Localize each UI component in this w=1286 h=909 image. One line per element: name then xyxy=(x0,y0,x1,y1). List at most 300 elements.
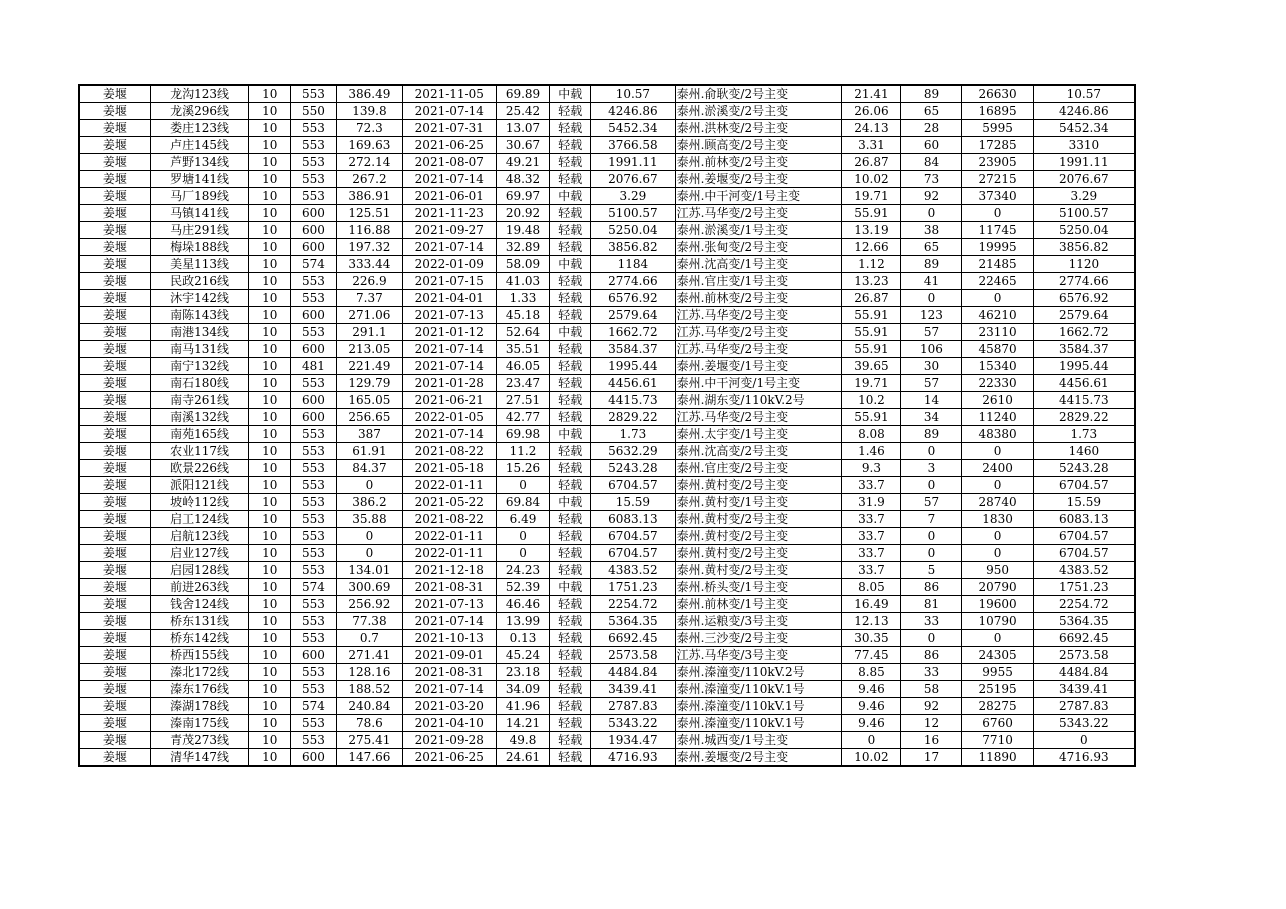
cell-user-count: 86 xyxy=(901,579,962,596)
cell-max-load: 221.49 xyxy=(336,358,402,375)
cell-installed-capacity: 25195 xyxy=(962,681,1033,698)
cell-capacity: 553 xyxy=(291,562,337,579)
cell-region: 姜堰 xyxy=(79,664,150,681)
cell-substation-transformer: 泰州.溱潼变/110kV.2号 xyxy=(675,664,842,681)
cell-voltage: 10 xyxy=(249,409,291,426)
cell-substation-transformer: 泰州.运粮变/3号主变 xyxy=(675,613,842,630)
cell-date: 2022-01-09 xyxy=(402,256,496,273)
cell-region: 姜堰 xyxy=(79,85,150,103)
cell-capacity: 553 xyxy=(291,426,337,443)
table-row xyxy=(79,409,1135,426)
cell-load-level: 轻载 xyxy=(550,732,591,749)
cell-date: 2021-07-13 xyxy=(402,596,496,613)
cell-line-name: 清华147线 xyxy=(150,749,249,767)
cell-substation-transformer: 泰州.洪林变/2号主变 xyxy=(675,120,842,137)
cell-substation-transformer: 泰州.张甸变/2号主变 xyxy=(675,239,842,256)
cell-user-count: 0 xyxy=(901,205,962,222)
cell-capacity: 553 xyxy=(291,528,337,545)
table-row xyxy=(79,239,1135,256)
cell-date: 2021-03-20 xyxy=(402,698,496,715)
cell-remaining-capacity: 4415.73 xyxy=(1033,392,1135,409)
cell-region: 姜堰 xyxy=(79,324,150,341)
cell-substation-transformer: 泰州.俞耿变/2号主变 xyxy=(675,85,842,103)
cell-available-capacity: 3584.37 xyxy=(591,341,675,358)
cell-date: 2021-05-22 xyxy=(402,494,496,511)
cell-transformer-load-rate: 24.13 xyxy=(842,120,901,137)
cell-region: 姜堰 xyxy=(79,120,150,137)
cell-voltage: 10 xyxy=(249,307,291,324)
cell-remaining-capacity: 2787.83 xyxy=(1033,698,1135,715)
cell-installed-capacity: 0 xyxy=(962,290,1033,307)
cell-date: 2021-07-14 xyxy=(402,681,496,698)
cell-substation-transformer: 泰州.顾高变/2号主变 xyxy=(675,137,842,154)
cell-max-load: 0 xyxy=(336,477,402,494)
cell-voltage: 10 xyxy=(249,511,291,528)
cell-remaining-capacity: 6704.57 xyxy=(1033,477,1135,494)
cell-installed-capacity: 11890 xyxy=(962,749,1033,767)
cell-available-capacity: 5343.22 xyxy=(591,715,675,732)
cell-max-load: 386.49 xyxy=(336,85,402,103)
cell-available-capacity: 1.73 xyxy=(591,426,675,443)
cell-max-load: 84.37 xyxy=(336,460,402,477)
cell-line-name: 龙溪296线 xyxy=(150,103,249,120)
cell-load-level: 中载 xyxy=(550,324,591,341)
cell-capacity: 574 xyxy=(291,579,337,596)
cell-available-capacity: 6576.92 xyxy=(591,290,675,307)
cell-line-name: 桥东131线 xyxy=(150,613,249,630)
cell-region: 姜堰 xyxy=(79,171,150,188)
cell-max-load: 275.41 xyxy=(336,732,402,749)
cell-user-count: 89 xyxy=(901,85,962,103)
cell-installed-capacity: 22330 xyxy=(962,375,1033,392)
cell-remaining-capacity: 6576.92 xyxy=(1033,290,1135,307)
cell-region: 姜堰 xyxy=(79,511,150,528)
cell-available-capacity: 2787.83 xyxy=(591,698,675,715)
cell-user-count: 33 xyxy=(901,613,962,630)
cell-date: 2021-01-12 xyxy=(402,324,496,341)
cell-region: 姜堰 xyxy=(79,103,150,120)
cell-substation-transformer: 泰州.溱潼变/110kV.1号 xyxy=(675,698,842,715)
cell-available-capacity: 6704.57 xyxy=(591,545,675,562)
cell-line-name: 启园128线 xyxy=(150,562,249,579)
cell-load-level: 轻载 xyxy=(550,562,591,579)
cell-region: 姜堰 xyxy=(79,375,150,392)
cell-voltage: 10 xyxy=(249,545,291,562)
cell-installed-capacity: 1830 xyxy=(962,511,1033,528)
cell-load-rate: 6.49 xyxy=(496,511,550,528)
cell-date: 2021-07-14 xyxy=(402,358,496,375)
cell-region: 姜堰 xyxy=(79,698,150,715)
cell-transformer-load-rate: 33.7 xyxy=(842,562,901,579)
cell-remaining-capacity: 4716.93 xyxy=(1033,749,1135,767)
cell-voltage: 10 xyxy=(249,426,291,443)
cell-line-name: 南宁132线 xyxy=(150,358,249,375)
cell-transformer-load-rate: 9.3 xyxy=(842,460,901,477)
cell-load-rate: 42.77 xyxy=(496,409,550,426)
table-row xyxy=(79,273,1135,290)
cell-load-level: 中载 xyxy=(550,426,591,443)
cell-voltage: 10 xyxy=(249,341,291,358)
cell-date: 2021-08-07 xyxy=(402,154,496,171)
cell-transformer-load-rate: 1.12 xyxy=(842,256,901,273)
cell-voltage: 10 xyxy=(249,290,291,307)
cell-remaining-capacity: 2254.72 xyxy=(1033,596,1135,613)
cell-voltage: 10 xyxy=(249,477,291,494)
cell-date: 2021-07-14 xyxy=(402,613,496,630)
cell-transformer-load-rate: 1.46 xyxy=(842,443,901,460)
cell-substation-transformer: 泰州.淤溪变/1号主变 xyxy=(675,222,842,239)
cell-substation-transformer: 泰州.三沙变/2号主变 xyxy=(675,630,842,647)
cell-capacity: 553 xyxy=(291,324,337,341)
cell-load-rate: 15.26 xyxy=(496,460,550,477)
cell-line-name: 启业127线 xyxy=(150,545,249,562)
cell-remaining-capacity: 3856.82 xyxy=(1033,239,1135,256)
cell-user-count: 17 xyxy=(901,749,962,767)
cell-substation-transformer: 泰州.姜堰变/2号主变 xyxy=(675,171,842,188)
cell-load-rate: 69.84 xyxy=(496,494,550,511)
table-row xyxy=(79,698,1135,715)
cell-load-rate: 35.51 xyxy=(496,341,550,358)
cell-region: 姜堰 xyxy=(79,154,150,171)
cell-voltage: 10 xyxy=(249,732,291,749)
cell-max-load: 333.44 xyxy=(336,256,402,273)
table-row xyxy=(79,681,1135,698)
table-row xyxy=(79,732,1135,749)
cell-substation-transformer: 泰州.前林变/1号主变 xyxy=(675,596,842,613)
cell-load-level: 中载 xyxy=(550,579,591,596)
cell-load-level: 轻载 xyxy=(550,307,591,324)
cell-user-count: 7 xyxy=(901,511,962,528)
cell-installed-capacity: 11240 xyxy=(962,409,1033,426)
cell-load-level: 轻载 xyxy=(550,239,591,256)
table-row xyxy=(79,511,1135,528)
cell-transformer-load-rate: 31.9 xyxy=(842,494,901,511)
cell-user-count: 41 xyxy=(901,273,962,290)
cell-date: 2021-11-05 xyxy=(402,85,496,103)
cell-available-capacity: 6692.45 xyxy=(591,630,675,647)
cell-date: 2022-01-11 xyxy=(402,477,496,494)
cell-load-rate: 20.92 xyxy=(496,205,550,222)
cell-line-name: 南寺261线 xyxy=(150,392,249,409)
cell-installed-capacity: 16895 xyxy=(962,103,1033,120)
cell-region: 姜堰 xyxy=(79,188,150,205)
cell-user-count: 89 xyxy=(901,426,962,443)
cell-installed-capacity: 6760 xyxy=(962,715,1033,732)
table-row xyxy=(79,222,1135,239)
cell-remaining-capacity: 6083.13 xyxy=(1033,511,1135,528)
table-row xyxy=(79,579,1135,596)
cell-max-load: 7.37 xyxy=(336,290,402,307)
cell-load-rate: 69.97 xyxy=(496,188,550,205)
cell-remaining-capacity: 6704.57 xyxy=(1033,528,1135,545)
cell-load-rate: 49.8 xyxy=(496,732,550,749)
cell-max-load: 256.92 xyxy=(336,596,402,613)
table-row xyxy=(79,443,1135,460)
cell-remaining-capacity: 2573.58 xyxy=(1033,647,1135,664)
cell-transformer-load-rate: 33.7 xyxy=(842,511,901,528)
cell-region: 姜堰 xyxy=(79,307,150,324)
cell-capacity: 553 xyxy=(291,154,337,171)
cell-region: 姜堰 xyxy=(79,290,150,307)
cell-substation-transformer: 泰州.沈高变/1号主变 xyxy=(675,256,842,273)
cell-user-count: 28 xyxy=(901,120,962,137)
table-row xyxy=(79,188,1135,205)
table-row xyxy=(79,613,1135,630)
cell-capacity: 550 xyxy=(291,103,337,120)
cell-date: 2021-09-01 xyxy=(402,647,496,664)
cell-region: 姜堰 xyxy=(79,562,150,579)
cell-line-name: 马镇141线 xyxy=(150,205,249,222)
cell-voltage: 10 xyxy=(249,273,291,290)
cell-transformer-load-rate: 10.2 xyxy=(842,392,901,409)
cell-installed-capacity: 950 xyxy=(962,562,1033,579)
cell-remaining-capacity: 10.57 xyxy=(1033,85,1135,103)
table-row xyxy=(79,290,1135,307)
cell-substation-transformer: 泰州.官庄变/2号主变 xyxy=(675,460,842,477)
cell-date: 2021-09-28 xyxy=(402,732,496,749)
cell-region: 姜堰 xyxy=(79,426,150,443)
cell-installed-capacity: 37340 xyxy=(962,188,1033,205)
cell-installed-capacity: 21485 xyxy=(962,256,1033,273)
cell-load-rate: 0 xyxy=(496,477,550,494)
cell-date: 2022-01-05 xyxy=(402,409,496,426)
cell-line-name: 龙沟123线 xyxy=(150,85,249,103)
cell-max-load: 272.14 xyxy=(336,154,402,171)
cell-voltage: 10 xyxy=(249,120,291,137)
cell-capacity: 600 xyxy=(291,222,337,239)
cell-available-capacity: 5364.35 xyxy=(591,613,675,630)
cell-voltage: 10 xyxy=(249,664,291,681)
cell-capacity: 600 xyxy=(291,239,337,256)
cell-load-rate: 41.96 xyxy=(496,698,550,715)
cell-region: 姜堰 xyxy=(79,732,150,749)
cell-available-capacity: 1662.72 xyxy=(591,324,675,341)
cell-line-name: 启工124线 xyxy=(150,511,249,528)
cell-load-level: 轻载 xyxy=(550,647,591,664)
cell-remaining-capacity: 1662.72 xyxy=(1033,324,1135,341)
cell-load-rate: 19.48 xyxy=(496,222,550,239)
cell-transformer-load-rate: 39.65 xyxy=(842,358,901,375)
cell-region: 姜堰 xyxy=(79,596,150,613)
cell-installed-capacity: 10790 xyxy=(962,613,1033,630)
cell-substation-transformer: 江苏.马华变/2号主变 xyxy=(675,409,842,426)
cell-load-rate: 14.21 xyxy=(496,715,550,732)
cell-available-capacity: 1751.23 xyxy=(591,579,675,596)
cell-substation-transformer: 泰州.城西变/1号主变 xyxy=(675,732,842,749)
cell-voltage: 10 xyxy=(249,205,291,222)
cell-line-name: 娄庄123线 xyxy=(150,120,249,137)
cell-remaining-capacity: 15.59 xyxy=(1033,494,1135,511)
cell-load-level: 轻载 xyxy=(550,715,591,732)
cell-transformer-load-rate: 13.23 xyxy=(842,273,901,290)
cell-available-capacity: 4456.61 xyxy=(591,375,675,392)
cell-user-count: 0 xyxy=(901,477,962,494)
cell-max-load: 139.8 xyxy=(336,103,402,120)
cell-transformer-load-rate: 19.71 xyxy=(842,188,901,205)
cell-substation-transformer: 泰州.溱潼变/110kV.1号 xyxy=(675,681,842,698)
cell-substation-transformer: 江苏.马华变/3号主变 xyxy=(675,647,842,664)
cell-substation-transformer: 江苏.马华变/2号主变 xyxy=(675,307,842,324)
cell-user-count: 57 xyxy=(901,324,962,341)
table-row xyxy=(79,460,1135,477)
cell-voltage: 10 xyxy=(249,256,291,273)
cell-user-count: 60 xyxy=(901,137,962,154)
cell-load-rate: 69.98 xyxy=(496,426,550,443)
cell-voltage: 10 xyxy=(249,188,291,205)
cell-transformer-load-rate: 0 xyxy=(842,732,901,749)
cell-region: 姜堰 xyxy=(79,579,150,596)
feeder-load-table xyxy=(78,84,1136,767)
cell-line-name: 梅垛188线 xyxy=(150,239,249,256)
cell-date: 2021-04-01 xyxy=(402,290,496,307)
cell-remaining-capacity: 1.73 xyxy=(1033,426,1135,443)
cell-transformer-load-rate: 33.7 xyxy=(842,545,901,562)
cell-substation-transformer: 泰州.太宇变/1号主变 xyxy=(675,426,842,443)
cell-date: 2021-11-23 xyxy=(402,205,496,222)
cell-transformer-load-rate: 55.91 xyxy=(842,409,901,426)
cell-date: 2021-06-25 xyxy=(402,137,496,154)
cell-available-capacity: 5632.29 xyxy=(591,443,675,460)
cell-date: 2021-07-31 xyxy=(402,120,496,137)
cell-voltage: 10 xyxy=(249,596,291,613)
cell-installed-capacity: 28740 xyxy=(962,494,1033,511)
table-row xyxy=(79,715,1135,732)
cell-line-name: 卢庄145线 xyxy=(150,137,249,154)
cell-load-level: 轻载 xyxy=(550,375,591,392)
cell-substation-transformer: 泰州.黄村变/2号主变 xyxy=(675,562,842,579)
cell-substation-transformer: 泰州.黄村变/2号主变 xyxy=(675,528,842,545)
cell-transformer-load-rate: 55.91 xyxy=(842,307,901,324)
cell-transformer-load-rate: 55.91 xyxy=(842,341,901,358)
cell-capacity: 600 xyxy=(291,647,337,664)
cell-user-count: 65 xyxy=(901,103,962,120)
cell-load-level: 中载 xyxy=(550,85,591,103)
cell-transformer-load-rate: 13.19 xyxy=(842,222,901,239)
cell-max-load: 129.79 xyxy=(336,375,402,392)
cell-load-level: 轻载 xyxy=(550,443,591,460)
cell-line-name: 民政216线 xyxy=(150,273,249,290)
cell-date: 2021-10-13 xyxy=(402,630,496,647)
cell-voltage: 10 xyxy=(249,698,291,715)
cell-load-rate: 24.23 xyxy=(496,562,550,579)
cell-capacity: 481 xyxy=(291,358,337,375)
cell-load-rate: 13.99 xyxy=(496,613,550,630)
cell-user-count: 30 xyxy=(901,358,962,375)
cell-load-rate: 11.2 xyxy=(496,443,550,460)
cell-transformer-load-rate: 16.49 xyxy=(842,596,901,613)
cell-transformer-load-rate: 12.13 xyxy=(842,613,901,630)
cell-voltage: 10 xyxy=(249,749,291,767)
cell-voltage: 10 xyxy=(249,392,291,409)
cell-region: 姜堰 xyxy=(79,358,150,375)
cell-remaining-capacity: 2774.66 xyxy=(1033,273,1135,290)
cell-max-load: 0.7 xyxy=(336,630,402,647)
cell-capacity: 600 xyxy=(291,307,337,324)
cell-max-load: 61.91 xyxy=(336,443,402,460)
cell-transformer-load-rate: 3.31 xyxy=(842,137,901,154)
cell-user-count: 57 xyxy=(901,375,962,392)
cell-available-capacity: 4716.93 xyxy=(591,749,675,767)
table-row xyxy=(79,545,1135,562)
cell-region: 姜堰 xyxy=(79,205,150,222)
cell-voltage: 10 xyxy=(249,358,291,375)
cell-substation-transformer: 江苏.马华变/2号主变 xyxy=(675,324,842,341)
table-row xyxy=(79,494,1135,511)
table-row xyxy=(79,562,1135,579)
cell-transformer-load-rate: 21.41 xyxy=(842,85,901,103)
cell-remaining-capacity: 0 xyxy=(1033,732,1135,749)
cell-substation-transformer: 泰州.溱潼变/110kV.1号 xyxy=(675,715,842,732)
cell-available-capacity: 5250.04 xyxy=(591,222,675,239)
cell-available-capacity: 6704.57 xyxy=(591,477,675,494)
cell-remaining-capacity: 4484.84 xyxy=(1033,664,1135,681)
cell-voltage: 10 xyxy=(249,494,291,511)
cell-installed-capacity: 24305 xyxy=(962,647,1033,664)
cell-load-level: 轻载 xyxy=(550,528,591,545)
cell-installed-capacity: 45870 xyxy=(962,341,1033,358)
cell-line-name: 沐宇142线 xyxy=(150,290,249,307)
cell-load-rate: 52.39 xyxy=(496,579,550,596)
cell-load-level: 轻载 xyxy=(550,154,591,171)
cell-installed-capacity: 48380 xyxy=(962,426,1033,443)
cell-max-load: 78.6 xyxy=(336,715,402,732)
cell-load-level: 轻载 xyxy=(550,409,591,426)
cell-voltage: 10 xyxy=(249,630,291,647)
cell-user-count: 89 xyxy=(901,256,962,273)
cell-available-capacity: 15.59 xyxy=(591,494,675,511)
cell-available-capacity: 2774.66 xyxy=(591,273,675,290)
cell-max-load: 213.05 xyxy=(336,341,402,358)
table-row xyxy=(79,324,1135,341)
cell-substation-transformer: 泰州.官庄变/1号主变 xyxy=(675,273,842,290)
cell-available-capacity: 3766.58 xyxy=(591,137,675,154)
cell-transformer-load-rate: 33.7 xyxy=(842,528,901,545)
cell-load-rate: 52.64 xyxy=(496,324,550,341)
cell-max-load: 169.63 xyxy=(336,137,402,154)
cell-installed-capacity: 17285 xyxy=(962,137,1033,154)
cell-installed-capacity: 46210 xyxy=(962,307,1033,324)
cell-substation-transformer: 泰州.桥头变/1号主变 xyxy=(675,579,842,596)
cell-remaining-capacity: 3439.41 xyxy=(1033,681,1135,698)
cell-available-capacity: 2573.58 xyxy=(591,647,675,664)
cell-load-level: 轻载 xyxy=(550,613,591,630)
cell-transformer-load-rate: 26.87 xyxy=(842,154,901,171)
cell-date: 2021-08-22 xyxy=(402,443,496,460)
cell-remaining-capacity: 5452.34 xyxy=(1033,120,1135,137)
cell-installed-capacity: 0 xyxy=(962,630,1033,647)
cell-user-count: 92 xyxy=(901,188,962,205)
cell-line-name: 启航123线 xyxy=(150,528,249,545)
cell-installed-capacity: 7710 xyxy=(962,732,1033,749)
table-row xyxy=(79,664,1135,681)
cell-installed-capacity: 11745 xyxy=(962,222,1033,239)
cell-capacity: 553 xyxy=(291,120,337,137)
cell-capacity: 553 xyxy=(291,273,337,290)
cell-installed-capacity: 28275 xyxy=(962,698,1033,715)
cell-voltage: 10 xyxy=(249,324,291,341)
cell-voltage: 10 xyxy=(249,137,291,154)
cell-available-capacity: 5452.34 xyxy=(591,120,675,137)
cell-load-level: 轻载 xyxy=(550,222,591,239)
cell-load-level: 轻载 xyxy=(550,664,591,681)
cell-available-capacity: 3856.82 xyxy=(591,239,675,256)
cell-capacity: 553 xyxy=(291,630,337,647)
cell-substation-transformer: 江苏.马华变/2号主变 xyxy=(675,205,842,222)
cell-installed-capacity: 23905 xyxy=(962,154,1033,171)
cell-voltage: 10 xyxy=(249,222,291,239)
cell-max-load: 256.65 xyxy=(336,409,402,426)
cell-line-name: 溱东176线 xyxy=(150,681,249,698)
